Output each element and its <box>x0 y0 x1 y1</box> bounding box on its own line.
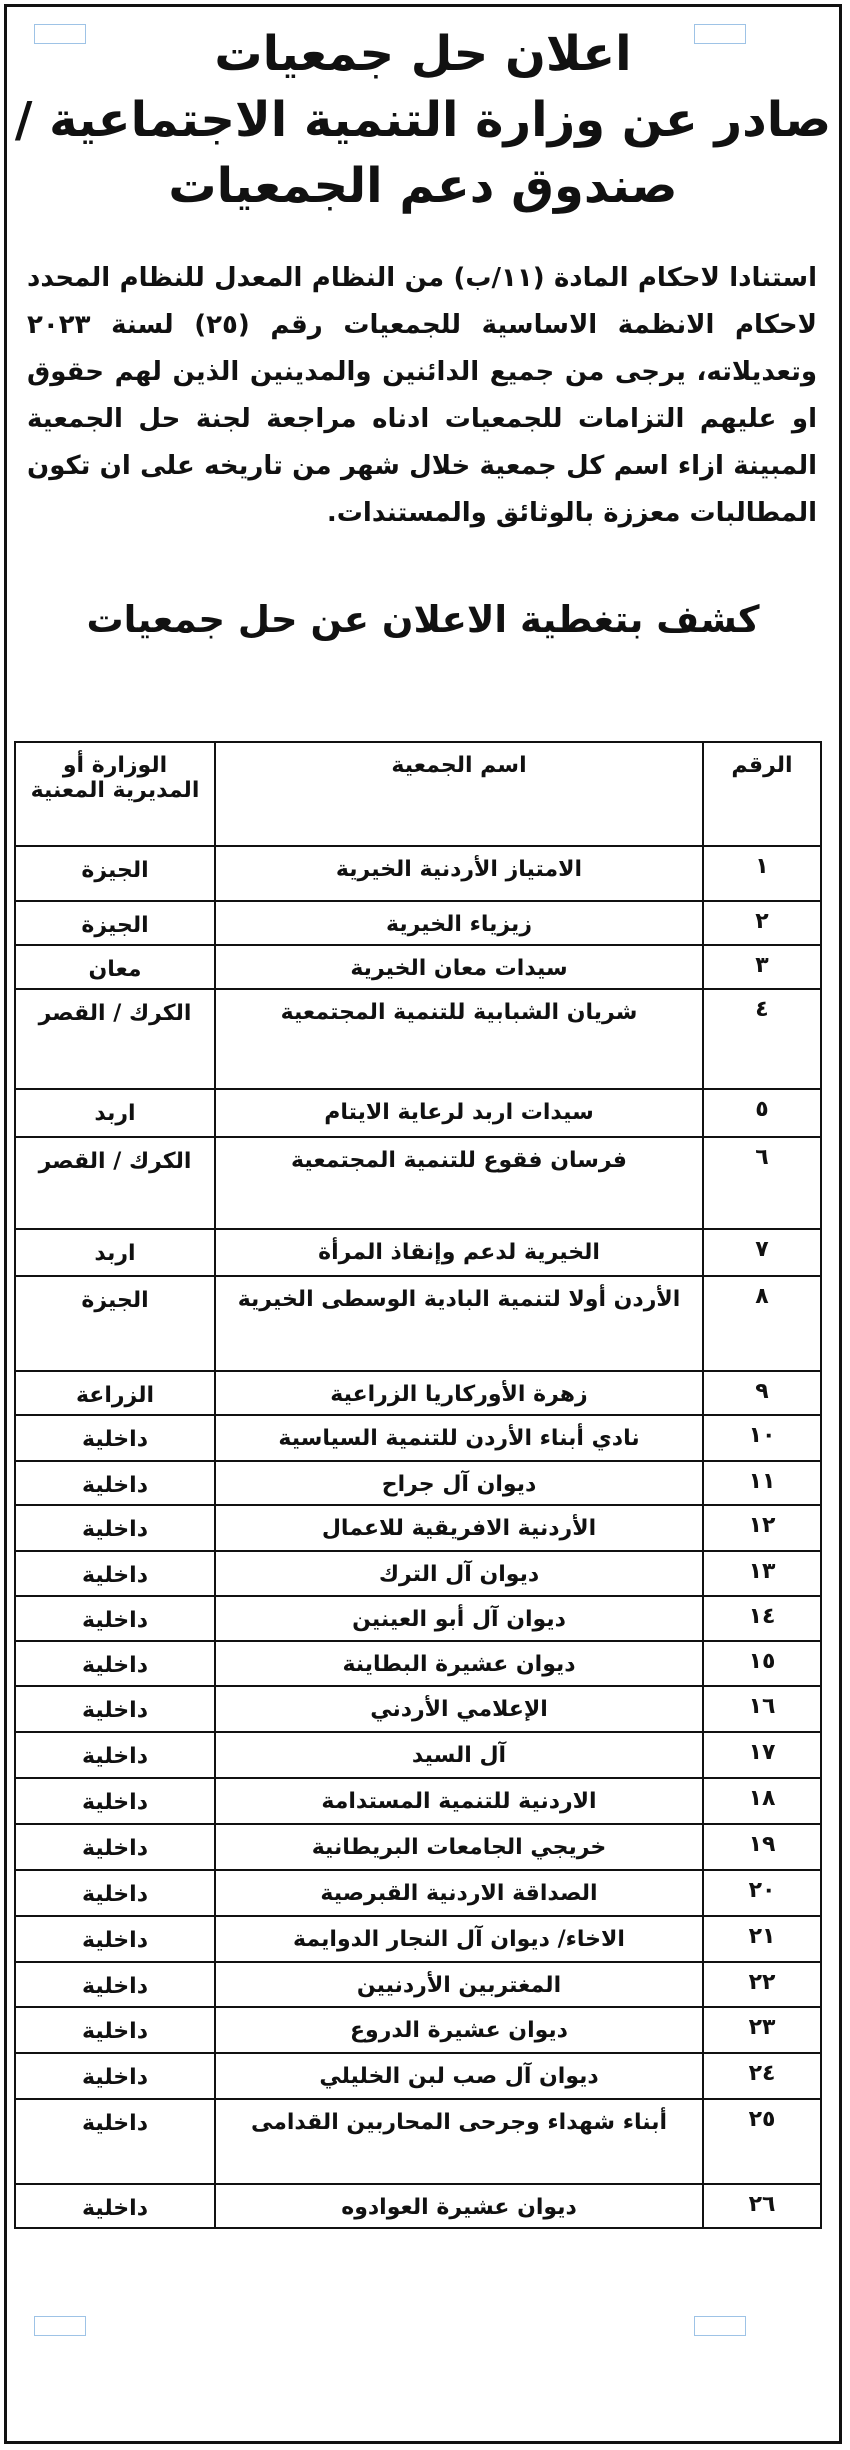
watermark-logo <box>34 24 86 44</box>
associations-table <box>14 741 822 2229</box>
title-line-2: صادر عن وزارة التنمية الاجتماعية / <box>14 92 832 148</box>
association-name: سيدات معان الخيرية <box>215 945 703 989</box>
title-line-1: اعلان حل جمعيات <box>214 26 632 82</box>
row-number: ٢٢ <box>703 1962 821 2007</box>
table-row <box>15 901 821 945</box>
association-name: ديوان آل الترك <box>215 1551 703 1596</box>
table-row <box>15 945 821 989</box>
directorate: داخلية <box>15 1778 215 1824</box>
table-row <box>15 1461 821 1505</box>
table-row <box>15 2184 821 2228</box>
table-row <box>15 1371 821 1415</box>
association-name: آل السيد <box>215 1732 703 1778</box>
directorate: الزراعة <box>15 1371 215 1415</box>
association-name: أبناء شهداء وجرحى المحاربين القدامى <box>215 2099 703 2184</box>
row-number: ١٠ <box>703 1415 821 1461</box>
watermark-logo <box>34 2316 86 2336</box>
row-number: ١٥ <box>703 1641 821 1686</box>
row-number: ٢١ <box>703 1916 821 1962</box>
association-name: الأردنية الافريقية للاعمال <box>215 1505 703 1551</box>
association-name: ديوان آل جراح <box>215 1461 703 1505</box>
row-number: ٢٦ <box>703 2184 821 2228</box>
association-name: الاردنية للتنمية المستدامة <box>215 1778 703 1824</box>
directorate: داخلية <box>15 1505 215 1551</box>
directorate: الجيزة <box>15 1276 215 1371</box>
directorate: الكرك / القصر <box>15 989 215 1089</box>
directorate: داخلية <box>15 1962 215 2007</box>
row-number: ١٦ <box>703 1686 821 1732</box>
table-row <box>15 989 821 1089</box>
table-row <box>15 1596 821 1641</box>
directorate: داخلية <box>15 2007 215 2053</box>
association-name: الأردن أولا لتنمية البادية الوسطى الخيرية <box>215 1276 703 1371</box>
table-row <box>15 1089 821 1137</box>
table-body <box>15 846 821 2228</box>
association-name: شريان الشبابية للتنمية المجتمعية <box>215 989 703 1089</box>
row-number: ١ <box>703 846 821 901</box>
table-row <box>15 1962 821 2007</box>
row-number: ٨ <box>703 1276 821 1371</box>
header-name: اسم الجمعية <box>215 742 703 846</box>
row-number: ١٧ <box>703 1732 821 1778</box>
row-number: ١٤ <box>703 1596 821 1641</box>
row-number: ٦ <box>703 1137 821 1229</box>
table-row <box>15 1732 821 1778</box>
directorate: اربد <box>15 1229 215 1276</box>
association-name: ديوان آل أبو العينين <box>215 1596 703 1641</box>
association-name: ديوان عشيرة العوادوه <box>215 2184 703 2228</box>
association-name: ديوان عشيرة البطاينة <box>215 1641 703 1686</box>
table-row <box>15 1641 821 1686</box>
row-number: ١٣ <box>703 1551 821 1596</box>
row-number: ٢٤ <box>703 2053 821 2099</box>
row-number: ٢٥ <box>703 2099 821 2184</box>
table-row <box>15 1916 821 1962</box>
header-directorate: الوزارة أو المديرية المعنية <box>15 742 215 846</box>
row-number: ٥ <box>703 1089 821 1137</box>
association-name: زيزياء الخيرية <box>215 901 703 945</box>
association-name: ديوان آل صب لبن الخليلي <box>215 2053 703 2099</box>
association-name: الصداقة الاردنية القبرصية <box>215 1870 703 1916</box>
directorate: الكرك / القصر <box>15 1137 215 1229</box>
row-number: ٢٠ <box>703 1870 821 1916</box>
directorate: داخلية <box>15 1596 215 1641</box>
directorate: داخلية <box>15 2184 215 2228</box>
association-name: خريجي الجامعات البريطانية <box>215 1824 703 1870</box>
directorate: داخلية <box>15 1870 215 1916</box>
directorate: الجيزة <box>15 901 215 945</box>
row-number: ٢ <box>703 901 821 945</box>
directorate: داخلية <box>15 1824 215 1870</box>
table-subtitle: كشف بتغطية الاعلان عن حل جمعيات <box>86 598 760 641</box>
directorate: معان <box>15 945 215 989</box>
directorate: داخلية <box>15 1551 215 1596</box>
directorate: داخلية <box>15 2099 215 2184</box>
table-row <box>15 1824 821 1870</box>
header-number: الرقم <box>703 742 821 846</box>
directorate: داخلية <box>15 1732 215 1778</box>
association-name: الاخاء/ ديوان آل النجار الدوايمة <box>215 1916 703 1962</box>
row-number: ١٢ <box>703 1505 821 1551</box>
table-row <box>15 1778 821 1824</box>
directorate: داخلية <box>15 1686 215 1732</box>
table-row <box>15 2099 821 2184</box>
association-name: ديوان عشيرة الدروع <box>215 2007 703 2053</box>
directorate: داخلية <box>15 2053 215 2099</box>
table-row <box>15 846 821 901</box>
association-name: الامتياز الأردنية الخيرية <box>215 846 703 901</box>
directorate: الجيزة <box>15 846 215 901</box>
directorate: اربد <box>15 1089 215 1137</box>
table-row <box>15 1505 821 1551</box>
table-row <box>15 1276 821 1371</box>
association-name: زهرة الأوركاريا الزراعية <box>215 1371 703 1415</box>
association-name: الإعلامي الأردني <box>215 1686 703 1732</box>
table-header-row <box>15 742 821 846</box>
row-number: ١١ <box>703 1461 821 1505</box>
table-row <box>15 1686 821 1732</box>
table-row <box>15 1551 821 1596</box>
table-row <box>15 1229 821 1276</box>
association-name: فرسان فقوع للتنمية المجتمعية <box>215 1137 703 1229</box>
association-name: سيدات اربد لرعاية الايتام <box>215 1089 703 1137</box>
row-number: ٩ <box>703 1371 821 1415</box>
table-row <box>15 1415 821 1461</box>
watermark-logo <box>694 24 746 44</box>
row-number: ٤ <box>703 989 821 1089</box>
association-name: الخيرية لدعم وإنقاذ المرأة <box>215 1229 703 1276</box>
directorate: داخلية <box>15 1461 215 1505</box>
row-number: ١٨ <box>703 1778 821 1824</box>
watermark-logo <box>694 2316 746 2336</box>
table-row <box>15 1137 821 1229</box>
row-number: ٣ <box>703 945 821 989</box>
announcement-body: استنادا لاحكام المادة (١١/ب) من النظام المعدل للنظام المحدد لاحكام الانظمة الاساسية للجمعيات رقم (٢٥) لسنة ٢٠٢٣ وتعديلاته، يرجى من جميع الدائنين والمدينين الذين لهم حقوق او عليهم التزامات للجمعيات ادناه مراجعة لجنة حل الجمعية المبينة ازاء اسم كل جمعية خلال شهر من تاريخه على ان تكون المطالبات معززة بالوثائق والمستندات. <box>27 263 817 528</box>
directorate: داخلية <box>15 1415 215 1461</box>
association-name: نادي أبناء الأردن للتنمية السياسية <box>215 1415 703 1461</box>
title-line-3: صندوق دعم الجمعيات <box>168 158 678 214</box>
row-number: ٧ <box>703 1229 821 1276</box>
table-row <box>15 1870 821 1916</box>
table-row <box>15 2053 821 2099</box>
directorate: داخلية <box>15 1916 215 1962</box>
directorate: داخلية <box>15 1641 215 1686</box>
row-number: ١٩ <box>703 1824 821 1870</box>
association-name: المغتربين الأردنيين <box>215 1962 703 2007</box>
row-number: ٢٣ <box>703 2007 821 2053</box>
table-row <box>15 2007 821 2053</box>
